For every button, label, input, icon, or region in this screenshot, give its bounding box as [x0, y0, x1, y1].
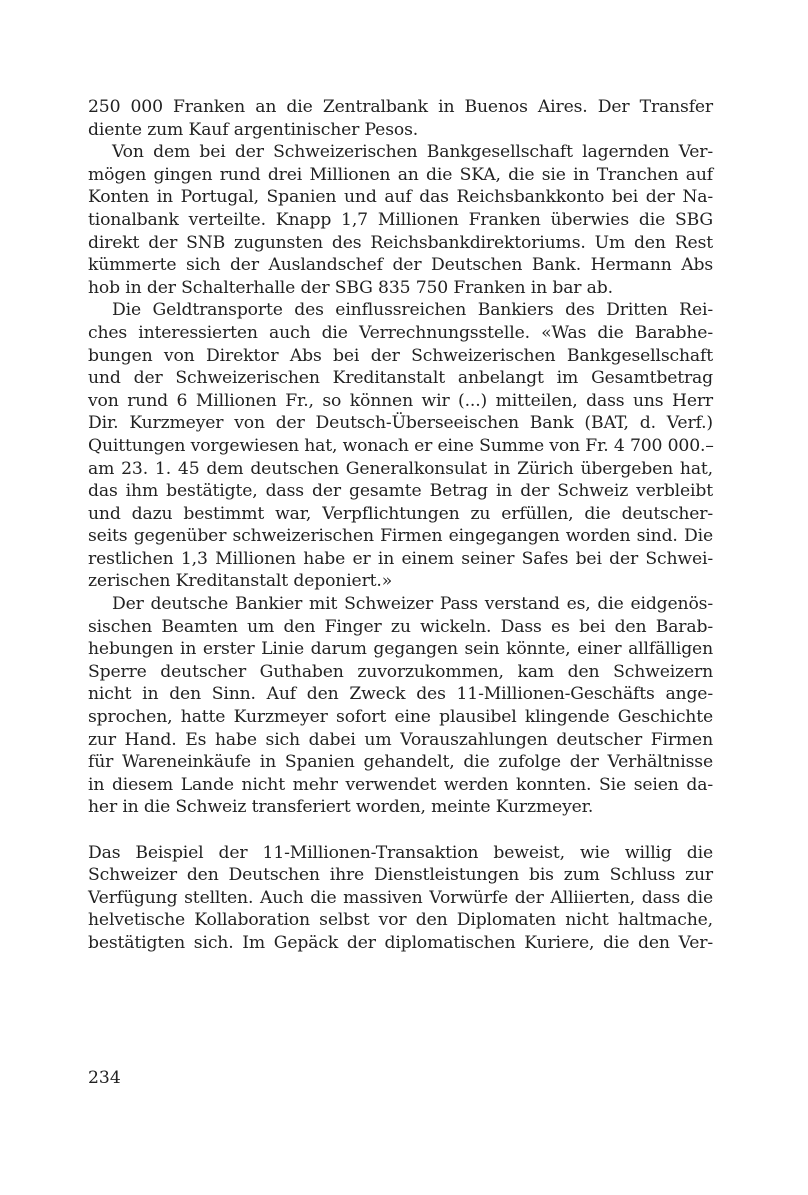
text-line: nicht in den Sinn. Auf den Zweck des 11-Millionen-Geschäfts ange- [88, 684, 713, 705]
section-break [88, 819, 713, 842]
text-line: direkt der SNB zugunsten des Reichsbankdirektoriums. Um den Rest [88, 232, 713, 253]
text-line: helvetische Kollaboration selbst vor den Diplomaten nicht haltmache, [88, 910, 713, 931]
text-line: Verfügung stellten. Auch die massiven Vorwürfe der Alliierten, dass die [88, 887, 713, 908]
paragraph-3 [88, 299, 713, 593]
text-line: bestätigten sich. Im Gepäck der diplomatischen Kuriere, die den Ver- [88, 932, 713, 953]
text-line: das ihm bestätigte, dass der gesamte Betrag in der Schweiz verbleibt [88, 481, 713, 502]
text-line: Von dem bei der Schweizerischen Bankgesellschaft lagernden Ver- [112, 142, 713, 163]
text-line: mögen gingen rund drei Millionen an die SKA, die sie in Tranchen auf [88, 164, 713, 185]
page-body [88, 96, 713, 955]
text-line: Konten in Portugal, Spanien und auf das Reichsbankkonto bei der Na- [88, 187, 713, 208]
text-line: und der Schweizerischen Kreditanstalt anbelangt im Gesamtbetrag [88, 368, 713, 389]
text-line: Schweizer den Deutschen ihre Dienstleistungen bis zum Schluss zur [88, 865, 713, 886]
text-line: restlichen 1,3 Millionen habe er in einem seiner Safes bei der Schwei- [88, 548, 713, 569]
text-line: zur Hand. Es habe sich dabei um Vorauszahlungen deutscher Firmen [88, 729, 713, 750]
paragraph-5 [88, 842, 713, 955]
text-line: kümmerte sich der Auslandschef der Deutschen Bank. Hermann Abs [88, 255, 713, 276]
text-line: Dir. Kurzmeyer von der Deutsch-Überseeischen Bank (BAT, d. Verf.) [88, 413, 713, 434]
text-line: seits gegenüber schweizerischen Firmen eingegangen worden sind. Die [88, 526, 713, 547]
text-line: für Wareneinkäufe in Spanien gehandelt, die zufolge der Verhältnisse [88, 752, 713, 773]
paragraph-1 [88, 96, 713, 141]
paragraph-4 [88, 593, 713, 819]
page-number: 234 [88, 1068, 121, 1088]
text-line: diente zum Kauf argentinischer Pesos. [88, 119, 419, 140]
text-line: Das Beispiel der 11-Millionen-Transaktion beweist, wie willig die [88, 842, 713, 863]
text-line: Der deutsche Bankier mit Schweizer Pass verstand es, die eidgenös- [112, 594, 713, 615]
text-line: und dazu bestimmt war, Verpflichtungen zu erfüllen, die deutscher- [88, 503, 713, 524]
text-line: sprochen, hatte Kurzmeyer sofort eine plausibel klingende Geschichte [88, 707, 713, 728]
text-line: von rund 6 Millionen Fr., so können wir (...) mitteilen, dass uns Herr [88, 390, 713, 411]
text-line: hebungen in erster Linie darum gegangen sein könnte, einer allfälligen [88, 639, 713, 660]
text-line: hob in der Schalterhalle der SBG 835 750 Franken in bar ab. [88, 277, 613, 298]
text-line: ches interessierten auch die Verrechnungsstelle. «Was die Barabhe- [88, 322, 713, 343]
text-line: tionalbank verteilte. Knapp 1,7 Millionen Franken überwies die SBG [88, 209, 713, 230]
text-line: bungen von Direktor Abs bei der Schweizerischen Bankgesellschaft [88, 345, 713, 366]
text-line: zerischen Kreditanstalt deponiert.» [88, 571, 393, 592]
text-line: Sperre deutscher Guthaben zuvorzukommen, kam den Schweizern [88, 661, 713, 682]
paragraph-2 [88, 141, 713, 299]
text-line: sischen Beamten um den Finger zu wickeln. Dass es bei den Barab- [88, 616, 713, 637]
text-line: 250 000 Franken an die Zentralbank in Buenos Aires. Der Transfer [88, 97, 713, 117]
text-line: in diesem Lande nicht mehr verwendet werden konnten. Sie seien da- [88, 774, 713, 795]
text-line: her in die Schweiz transferiert worden, meinte Kurzmeyer. [88, 797, 594, 818]
text-line: Die Geldtransporte des einflussreichen Bankiers des Dritten Rei- [112, 300, 713, 321]
text-line: Quittungen vorgewiesen hat, wonach er eine Summe von Fr. 4 700 000.– [88, 435, 714, 456]
text-line: am 23. 1. 45 dem deutschen Generalkonsulat in Zürich übergeben hat, [88, 458, 713, 479]
